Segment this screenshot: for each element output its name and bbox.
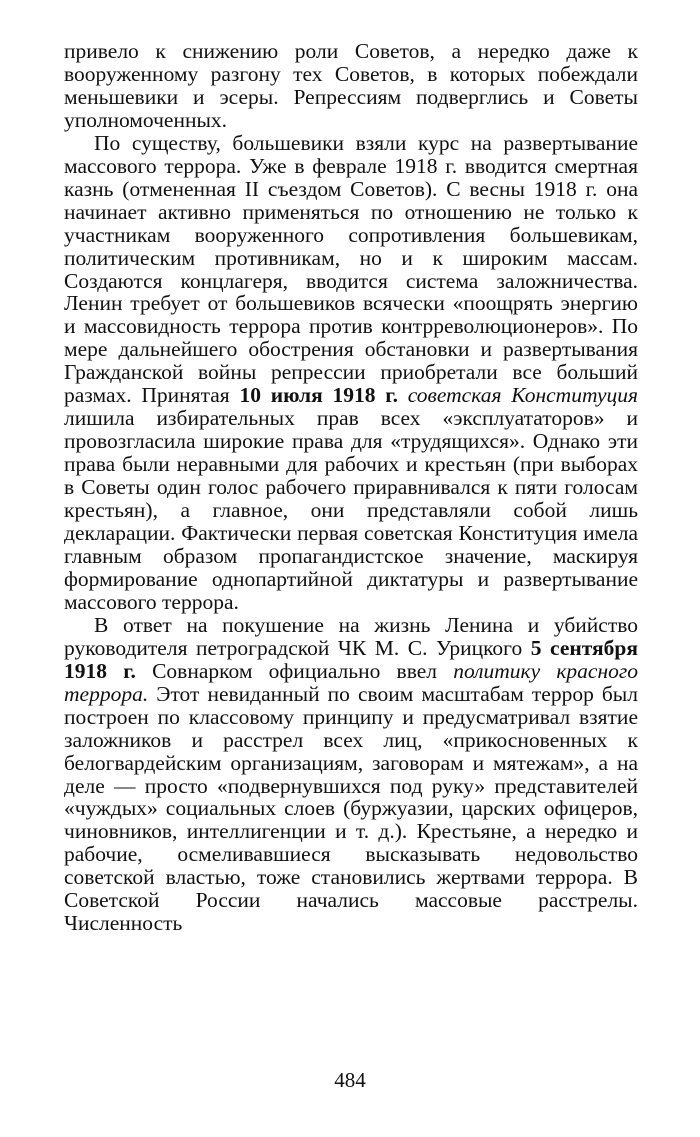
space	[398, 383, 408, 407]
paragraph-2-text-cont: лишила избирательных прав всех «эксплуататоров» и провозгласила широкие права для «трудящихся». Однако эти права были неравными для рабочих и крестьян (при выборах в Советы один голос рабочего приравнивался к пяти голосам крестьян), а главное, они представляли собой лишь декларации. Фактически первая советская Конституция имела главным образом пропагандистское значение, маскируя формирование однопартийной диктатуры и развертывание массового террора.	[64, 406, 638, 614]
soviet-constitution-term: советская Конституция	[407, 383, 638, 408]
paragraph-3-text-cont: Этот невиданный по своим масштабам террор был построен по классовому принципу и предусматривал взятие заложников и расстрел всех лиц, «прикосновенных к белогвардейским организациям, заговорам и мятежам», а на деле — просто «подвернувшихся под руку» представителей «чуждых» социальных слоев (буржуазии, царских офицеров, чиновников, интеллигенции и т. д.). Крестьяне, а нередко и рабочие, осмеливавшиеся высказывать недовольство советской властью, тоже становились жертвами террора. В Советской России начались массовые расстрелы. Численность	[64, 681, 638, 936]
paragraph-3-text-mid: Совнарком официально ввел	[135, 658, 454, 683]
paragraph-3-text: В ответ на покушение на жизнь Ленина и убийство руководителя петроградской ЧК М. С. Урицкого	[64, 612, 638, 660]
red-terror-policy-term: политику красного террора.	[64, 658, 638, 706]
date-september-1918: 5 сентября 1918 г.	[64, 635, 639, 683]
paragraph-2	[64, 132, 638, 614]
paragraph-3	[64, 614, 638, 935]
page-body	[64, 40, 638, 935]
date-july-1918: 10 июля 1918 г.	[239, 383, 398, 408]
paragraph-2-text: По существу, большевики взяли курс на развертывание массового террора. Уже в феврале 1918 г. вводится смертная казнь (отмененная II съездом Советов). С весны 1918 г. она начинает активно применяться по отношению не только к участникам вооруженного сопротивления большевикам, политическим противникам, но и к широким массам. Создаются концлагеря, вводится система заложничества. Ленин требует от большевиков всячески «поощрять энергию и массовидность террора против контрреволюционеров». По мере дальнейшего обострения обстановки и развертывания Гражданской войны репрессии приобретали все больший размах. Принятая	[64, 130, 638, 408]
paragraph-1	[64, 40, 638, 132]
page-number: 484	[334, 1068, 366, 1092]
paragraph-1-text: привело к снижению роли Советов, а нередко даже к вооруженному разгону тех Советов, в которых побеждали меньшевики и эсеры. Репрессиям подверглись и Советы уполномоченных.	[64, 39, 638, 132]
